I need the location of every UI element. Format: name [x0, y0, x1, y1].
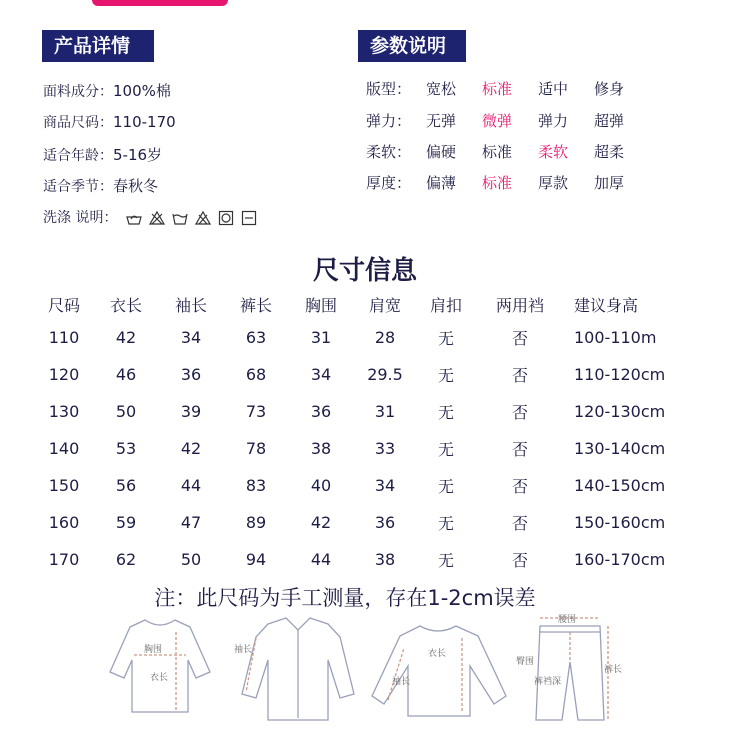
pants-length-label: 裤长 — [604, 665, 623, 675]
size-info-title: 尺寸信息 — [312, 256, 417, 286]
size-cell: 140 — [48, 439, 80, 458]
no-bleach-icon — [149, 210, 165, 226]
param-row — [366, 141, 650, 162]
size-cell: 36 — [374, 513, 396, 532]
param-option-selected: 标准 — [482, 80, 513, 98]
size-cell: 42 — [115, 328, 137, 347]
size-cell: 50 — [180, 550, 202, 569]
size-cell: 62 — [115, 550, 137, 569]
size-cell: 120-130cm — [574, 402, 666, 421]
size-cell: 无 — [437, 440, 454, 459]
param-label: 版型： — [366, 80, 412, 98]
param-option: 超弹 — [594, 112, 625, 130]
param-option-selected: 柔软 — [538, 143, 569, 161]
table-row — [36, 467, 684, 504]
size-cell: 46 — [115, 365, 137, 384]
size-cell: 170 — [48, 550, 80, 569]
size-cell: 否 — [511, 514, 528, 533]
product-details-tag: 产品详情 — [42, 30, 154, 62]
param-option: 弹力 — [538, 112, 569, 130]
size-cell: 42 — [310, 513, 332, 532]
shirt-diagram — [242, 618, 354, 720]
fabric-row — [43, 80, 171, 101]
size-cell: 无 — [437, 366, 454, 385]
hand-wash-icon — [126, 210, 142, 226]
size-cell: 38 — [310, 439, 332, 458]
tshirt-diagram — [110, 620, 210, 712]
size-cell: 无 — [437, 477, 454, 496]
size-value: 110-170 — [113, 113, 176, 131]
table-row — [36, 319, 684, 356]
sweater-length-label: 衣长 — [428, 649, 447, 659]
param-option-selected: 微弹 — [482, 112, 513, 130]
size-cell: 否 — [511, 366, 528, 385]
size-header-cell: 尺码 — [47, 295, 80, 315]
size-cell: 38 — [374, 550, 396, 569]
size-cell: 34 — [180, 328, 202, 347]
top-accent-bar — [92, 0, 228, 6]
size-cell: 110 — [48, 328, 80, 347]
size-cell: 73 — [245, 402, 267, 421]
size-cell: 34 — [310, 365, 332, 384]
size-cell: 否 — [511, 477, 528, 496]
size-cell: 28 — [374, 328, 396, 347]
line-dry-icon — [241, 210, 257, 226]
season-row — [43, 175, 158, 196]
size-cell: 否 — [511, 329, 528, 348]
size-cell: 36 — [310, 402, 332, 421]
param-option: 宽松 — [426, 80, 457, 98]
param-row — [366, 78, 650, 99]
sweater-diagram — [372, 626, 506, 716]
size-cell: 89 — [245, 513, 267, 532]
size-cell: 130 — [48, 402, 80, 421]
param-option: 超柔 — [594, 143, 625, 161]
measurement-note: 注：此尺码为手工测量，存在1-2cm误差 — [154, 586, 536, 610]
size-header-cell: 裤长 — [239, 295, 272, 315]
size-header-cell: 肩扣 — [429, 295, 462, 315]
param-row — [366, 110, 650, 131]
size-table-header — [36, 289, 684, 319]
size-cell: 36 — [180, 365, 202, 384]
param-option: 修身 — [594, 80, 625, 98]
size-cell: 94 — [245, 550, 267, 569]
size-cell: 150-160cm — [574, 513, 666, 532]
size-cell: 47 — [180, 513, 202, 532]
size-cell: 53 — [115, 439, 137, 458]
wash-label: 洗涤 说明： — [43, 210, 118, 226]
param-option: 厚款 — [538, 174, 569, 192]
measurement-diagrams — [0, 612, 750, 732]
size-cell: 44 — [310, 550, 332, 569]
no-dryclean-icon — [195, 210, 211, 226]
size-cell: 31 — [310, 328, 332, 347]
size-cell: 34 — [374, 476, 396, 495]
age-value: 5-16岁 — [113, 146, 163, 164]
size-cell: 140-150cm — [574, 476, 666, 495]
param-option: 加厚 — [594, 174, 625, 192]
param-option: 偏薄 — [426, 174, 457, 192]
size-cell: 无 — [437, 403, 454, 422]
table-row — [36, 504, 684, 541]
size-cell: 无 — [437, 329, 454, 348]
size-cell: 78 — [245, 439, 267, 458]
size-cell: 否 — [511, 403, 528, 422]
size-cell: 33 — [374, 439, 396, 458]
param-option: 偏硬 — [426, 143, 457, 161]
size-cell: 44 — [180, 476, 202, 495]
size-cell: 63 — [245, 328, 267, 347]
size-cell: 130-140cm — [574, 439, 666, 458]
fabric-label: 面料成分： — [43, 84, 113, 100]
size-cell: 50 — [115, 402, 137, 421]
size-header-cell: 肩宽 — [368, 295, 401, 315]
size-table — [36, 289, 684, 578]
size-cell: 否 — [511, 551, 528, 570]
table-row — [36, 356, 684, 393]
size-cell: 42 — [180, 439, 202, 458]
pants-waist-label: 腰围 — [558, 615, 577, 625]
param-option-selected: 标准 — [482, 174, 513, 192]
size-cell: 100-110m — [574, 328, 657, 347]
tumble-dry-icon — [218, 210, 234, 226]
tshirt-chest-label: 胸围 — [144, 645, 163, 655]
param-option: 标准 — [482, 143, 513, 161]
pants-diagram — [536, 618, 608, 720]
param-option: 无弹 — [426, 112, 457, 130]
shirt-sleeve-label: 袖长 — [234, 645, 253, 655]
size-cell: 无 — [437, 514, 454, 533]
table-row — [36, 393, 684, 430]
size-header-cell: 两用裆 — [495, 295, 544, 315]
table-row — [36, 541, 684, 578]
size-header-cell: 袖长 — [174, 295, 207, 315]
size-cell: 150 — [48, 476, 80, 495]
size-label: 商品尺码： — [43, 115, 113, 131]
param-row — [366, 172, 650, 193]
size-cell: 160-170cm — [574, 550, 666, 569]
age-row — [43, 144, 162, 165]
param-label: 厚度： — [366, 174, 412, 192]
size-cell: 40 — [310, 476, 332, 495]
size-header-cell: 胸围 — [304, 295, 337, 315]
size-header-cell: 衣长 — [109, 295, 142, 315]
param-option: 适中 — [538, 80, 569, 98]
fabric-value: 100%棉 — [113, 82, 171, 100]
pants-hip-label: 臀围 — [516, 657, 535, 667]
size-cell: 59 — [115, 513, 137, 532]
param-label: 弹力： — [366, 112, 412, 130]
season-label: 适合季节： — [43, 179, 113, 195]
size-cell: 120 — [48, 365, 80, 384]
pants-rise-label: 裤裆深 — [534, 677, 562, 687]
size-cell: 29.5 — [367, 365, 403, 384]
size-cell: 39 — [180, 402, 202, 421]
size-cell: 无 — [437, 551, 454, 570]
size-cell: 56 — [115, 476, 137, 495]
tumble-wash-icon — [172, 210, 188, 226]
size-cell: 31 — [374, 402, 396, 421]
size-row — [43, 112, 176, 132]
size-cell: 68 — [245, 365, 267, 384]
care-icons — [126, 210, 257, 226]
wash-row — [43, 207, 257, 227]
param-label: 柔软： — [366, 143, 412, 161]
sweater-sleeve-label: 袖长 — [392, 677, 411, 687]
params-tag: 参数说明 — [358, 30, 466, 62]
size-cell: 160 — [48, 513, 80, 532]
size-header-cell: 建议身高 — [574, 295, 639, 315]
table-row — [36, 430, 684, 467]
tshirt-length-label: 衣长 — [150, 673, 169, 683]
size-cell: 否 — [511, 440, 528, 459]
age-label: 适合年龄： — [43, 148, 113, 164]
size-cell: 83 — [245, 476, 267, 495]
season-value: 春秋冬 — [113, 177, 159, 195]
size-cell: 110-120cm — [574, 365, 666, 384]
